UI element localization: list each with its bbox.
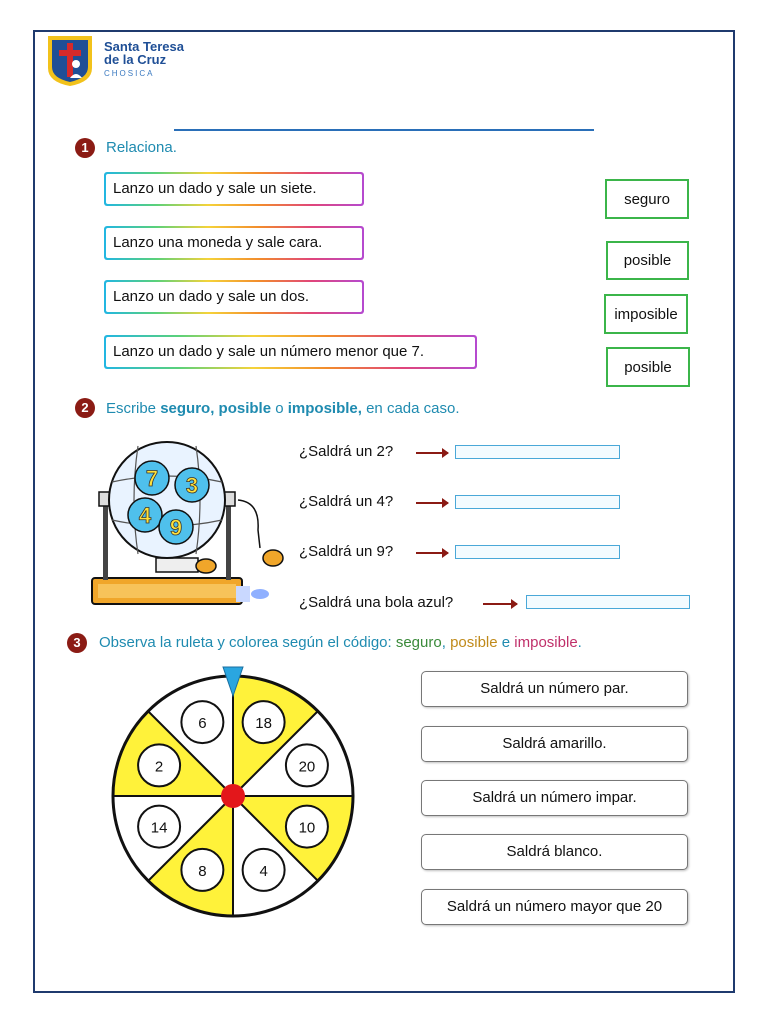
section3-statement[interactable]: Saldrá amarillo. bbox=[421, 726, 688, 762]
section3-statement[interactable]: Saldrá blanco. bbox=[421, 834, 688, 870]
answer-box-imposible[interactable]: imposible bbox=[604, 294, 688, 334]
wheel-number: 10 bbox=[298, 819, 316, 837]
drum-ball-label: 7 bbox=[145, 466, 159, 491]
wheel-number: 14 bbox=[150, 819, 168, 837]
section1-title: Relaciona. bbox=[106, 139, 177, 156]
section2-title: Escribe seguro, posible o imposible, en cada caso. bbox=[106, 400, 460, 417]
question-label: ¿Saldrá un 2? bbox=[299, 443, 394, 460]
answer-box-posible[interactable]: posible bbox=[606, 241, 689, 280]
wheel-number: 20 bbox=[298, 758, 316, 776]
arrow-icon bbox=[416, 452, 448, 454]
drum-ball-label: 9 bbox=[169, 515, 183, 540]
section1-number: 1 bbox=[75, 138, 95, 158]
wheel-number: 8 bbox=[198, 862, 207, 880]
question-label: ¿Saldrá un 4? bbox=[299, 493, 394, 510]
wheel-number: 6 bbox=[198, 715, 207, 733]
drum-ball-label: 4 bbox=[138, 503, 152, 528]
section3-statement[interactable]: Saldrá un número mayor que 20 bbox=[421, 889, 688, 925]
section3-statement[interactable]: Saldrá un número par. bbox=[421, 671, 688, 707]
section1-statement[interactable]: Lanzo un dado y sale un número menor que 7. bbox=[104, 335, 477, 369]
section3-statement[interactable]: Saldrá un número impar. bbox=[421, 780, 688, 816]
school-logo bbox=[46, 34, 94, 88]
drum-ball-label: 3 bbox=[185, 473, 199, 498]
student-name-line[interactable] bbox=[174, 129, 594, 131]
answer-blank[interactable] bbox=[455, 495, 620, 509]
wheel-center bbox=[221, 784, 245, 808]
school-location: CHOSICA bbox=[104, 69, 155, 78]
section3-title: Observa la ruleta y colorea según el código: seguro, posible e imposible. bbox=[99, 634, 582, 651]
section3-number: 3 bbox=[67, 633, 87, 653]
section1-statement[interactable]: Lanzo un dado y sale un dos. bbox=[104, 280, 364, 314]
section1-statement[interactable]: Lanzo una moneda y sale cara. bbox=[104, 226, 364, 260]
arrow-icon bbox=[416, 552, 448, 554]
answer-blank[interactable] bbox=[455, 545, 620, 559]
wheel-number: 2 bbox=[154, 758, 164, 776]
roulette-wheel bbox=[105, 666, 361, 932]
answer-box-seguro[interactable]: seguro bbox=[605, 179, 689, 219]
answer-box-posible[interactable]: posible bbox=[606, 347, 690, 387]
school-name-line2: de la Cruz bbox=[104, 52, 167, 67]
wheel-number: 4 bbox=[259, 862, 268, 880]
section1-statement[interactable]: Lanzo un dado y sale un siete. bbox=[104, 172, 364, 206]
section2-number: 2 bbox=[75, 398, 95, 418]
arrow-icon bbox=[483, 603, 517, 605]
wheel-number: 18 bbox=[255, 715, 272, 733]
answer-blank[interactable] bbox=[455, 445, 620, 459]
question-label: ¿Saldrá una bola azul? bbox=[299, 594, 454, 611]
school-name-line1: Santa Teresa bbox=[104, 39, 184, 54]
arrow-icon bbox=[416, 502, 448, 504]
question-label: ¿Saldrá un 9? bbox=[299, 543, 394, 560]
lottery-drum-illustration bbox=[88, 430, 288, 612]
school-name bbox=[104, 40, 184, 80]
answer-blank[interactable] bbox=[526, 595, 690, 609]
